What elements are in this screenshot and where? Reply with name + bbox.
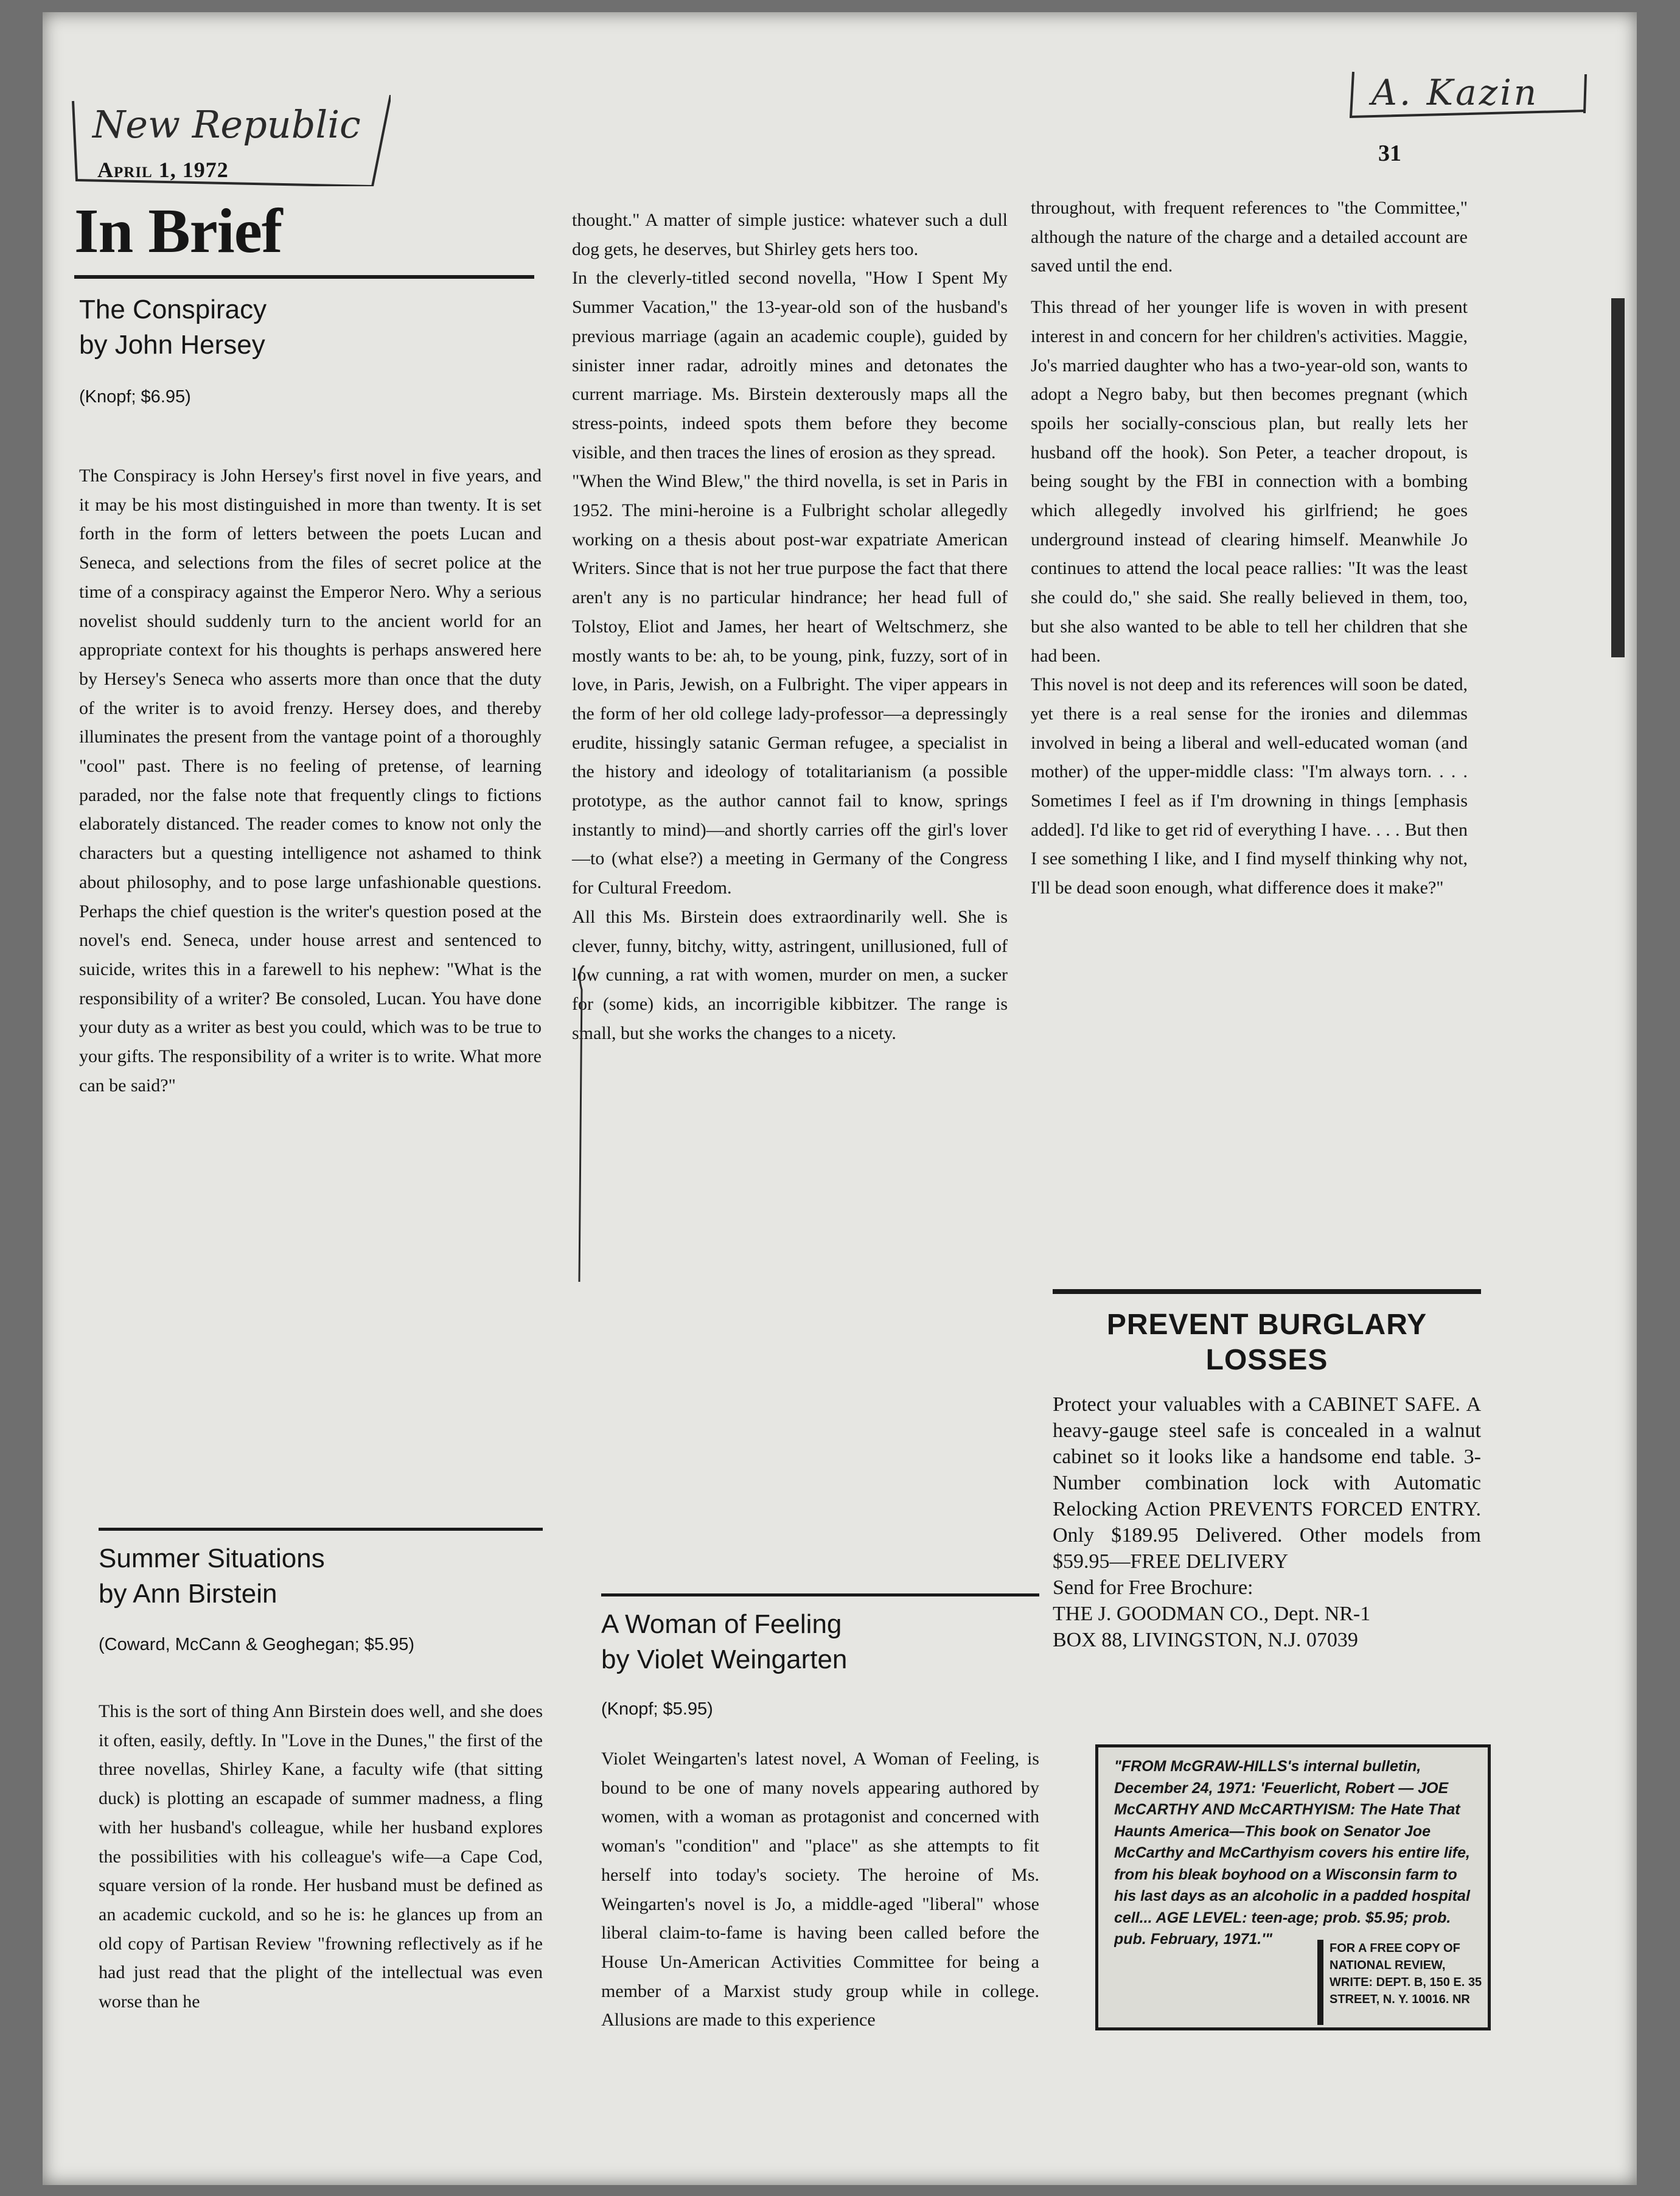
ad-cta: Send for Free Brochure: bbox=[1053, 1576, 1253, 1599]
review-body-continued bbox=[1031, 194, 1468, 903]
source-annotation-box bbox=[68, 95, 391, 186]
section-title-rule bbox=[74, 275, 534, 279]
review-paragraph: In the cleverly-titled second novella, "How I Spent My Summer Vacation," the 13-year-old son of the husband's previous marriage (again an academic couple), guided by sinister inner radar, adroitly mines and detonates the current marriage. Ms. Birstein dexterously maps all the stress-points, indeed spots them before they become visible, and then traces the lines of erosion as they spread. bbox=[572, 268, 1008, 463]
review-paragraph: throughout, with frequent references to "the Committee," although the nature of the charge and a detailed account are saved until the end. bbox=[1031, 198, 1468, 276]
ad-headline bbox=[1053, 1307, 1481, 1378]
burglary-ad bbox=[1053, 1307, 1481, 1653]
scanned-page bbox=[43, 12, 1637, 2185]
review-paragraph: This novel is not deep and its references will soon be dated, yet there is a real sense for the ironies and dilemmas involved in being a liberal and well-educated woman (and mother) of the upper-middle class: "I'm always torn. . . . Sometimes I feel as if I'm drowning in things [emphasis added]. I'd like to get rid of everything I have. . . . But then I see something I like, and I find myself thinking why not, I'll be dead soon enough, what difference does it make?" bbox=[1031, 674, 1468, 898]
ad-side-note: FOR A FREE COPY OF NATIONAL REVIEW, WRITE: DEPT. B, 150 E. 35 STREET, N. Y. 10016. NR bbox=[1317, 1940, 1484, 2025]
handwritten-author: A. Kazin bbox=[1372, 72, 1539, 113]
review-paragraph: thought." A matter of simple justice: whatever such a dull dog gets, he deserves, but Shirley gets hers too. bbox=[572, 210, 1008, 259]
review-paragraph: Violet Weingarten's latest novel, A Woman of Feeling, is bound to be one of many novels appearing authored by women, with a woman as protagonist and concerned with woman's "condition" and "place" as she attempts to fit herself into today's society. The heroine of Ms. Weingarten's novel is Jo, a middle-aged "liberal" whose liberal claim-to-fame is having been called before the House Un-American Activities Committee for being a member of a Marxist study group while in college. Allusions are made to this experience bbox=[601, 1749, 1039, 2030]
review-paragraph: All this Ms. Birstein does extraordinarily well. She is clever, funny, bitchy, witty, astringent, unillusioned, full of low cunning, a rat with women, murder on men, a sucker for (some) kids, an incorrigible kibbitzer. The range is small, but she works the changes to a nicety. bbox=[572, 906, 1008, 1043]
column-rule bbox=[601, 1593, 1039, 1596]
ad-body: Protect your valuables with a CABINET SAFE. A heavy-gauge steel safe is concealed in a walnut cabinet so it looks like a handsome end table. 3-Number combination lock with Automatic Relocking Action PREVENTS FORCED ENTRY. Only $189.95 Delivered. Other models from $59.95—FREE DELIVERY bbox=[1053, 1393, 1481, 1573]
review-paragraph: This is the sort of thing Ann Birstein does well, and she does it often, easily, deftly. In "Love in the Dunes," the first of the three novellas, Shirley Kane, a faculty wife (that sitting duck) is plotting an escapade of summer madness, a fling with her husband's colleague, while her husband explores the possibilities with his colleague's wife—a Cape Cod, square version of la ronde. Her husband must be defined as an academic cuckold, and so he is: he glances up from an old copy of Partisan Review "frowning reflectively as if he had just read that the plight of the intellectual was even worse than he bbox=[99, 1701, 543, 2012]
author-annotation-box bbox=[1350, 68, 1588, 122]
review-publisher: (Coward, McCann & Geoghegan; $5.95) bbox=[99, 1635, 415, 1654]
review-title-line2: by John Hersey bbox=[79, 330, 265, 360]
review-paragraph: This thread of her younger life is woven in with present interest in and concern for her children's activities. Maggie, Jo's married daughter who has a two-year-old son, wants to adopt a Negro baby, but then becomes pregnant (which spoils her socially-conscious plan, but really lets her husband off the hook). Son Peter, a teacher dropout, is being sought by the FBI in connection with a bombing which allegedly involved his girlfriend; he goes underground instead of clearing himself. Meanwhile Jo continues to attend the local peace rallies: "It was the least she could do," she said. She really believed in them, too, but she also wanted to be able to tell her children that she had been. bbox=[1031, 297, 1468, 666]
review-title-line2: by Ann Birstein bbox=[99, 1579, 277, 1609]
review-title-line2: by Violet Weingarten bbox=[601, 1645, 848, 1674]
review-paragraph: The Conspiracy is John Hersey's first novel in five years, and it may be his most distinguished in more than twenty. It is set forth in the form of letters between the poets Lucan and Seneca, and selections from the files of secret police at the time of a conspiracy against the Emperor Nero. Why a serious novelist should suddenly turn to the ancient world for an appropriate context for his thoughts is perhaps answered here by Hersey's Seneca who asserts more than once that the duty of the writer is to avoid frenzy. Hersey does, and thereby illuminates the present from the vantage point of a thoroughly "cool" past. There is no feeling of pretense, of learning paraded, nor the false note that frequently clings to fictions elaborately distanced. The reader comes to know not only the characters but a questing intelligence not ashamed to think about philosophy, and to pose large unfashionable questions. Perhaps the chief question is the writer's question posed at the novel's end. Seneca, under house arrest and sentenced to suicide, writes this in a farewell to his nephew: "What is the responsibility of a writer? Be consoled, Lucan. You have done your duty as a writer as best you could, which was to be true to your gifts. The responsibility of a writer is to write. What more can be said?" bbox=[79, 466, 542, 1096]
review-publisher: (Knopf; $6.95) bbox=[79, 387, 191, 407]
ad-address-line2: BOX 88, LIVINGSTON, N.J. 07039 bbox=[1053, 1629, 1358, 1651]
margin-tab-mark bbox=[1611, 298, 1625, 657]
column-rule bbox=[99, 1528, 543, 1531]
review-title-line1: The Conspiracy bbox=[79, 295, 267, 324]
margin-bracket bbox=[576, 965, 588, 1282]
review-summer-situations bbox=[99, 1541, 543, 1655]
review-title-line1: A Woman of Feeling bbox=[601, 1609, 842, 1639]
review-title-line1: Summer Situations bbox=[99, 1544, 325, 1573]
review-body-continued bbox=[572, 206, 1008, 1047]
review-woman-of-feeling bbox=[601, 1607, 1039, 1719]
ad-quote: "FROM McGRAW-HILLS's internal bulletin, December 24, 1971: 'Feuerlicht, Robert — JOE McCARTHY AND McCARTHYISM: The Hate That Haunts America—This book on Senator Joe McCarthy and McCarthyism covers his entire life, from his bleak boyhood on a Wisconsin farm to his last days as an alcoholic in a padded hospital cell... AGE LEVEL: teen-age; prob. $5.95; prob. pub. February, 1971.'" bbox=[1114, 1758, 1470, 1948]
review-body bbox=[79, 461, 542, 1100]
ad-top-rule bbox=[1053, 1289, 1481, 1294]
page-number: 31 bbox=[1378, 141, 1401, 166]
national-review-ad bbox=[1095, 1744, 1491, 2030]
review-conspiracy bbox=[79, 292, 542, 407]
issue-date: April 1, 1972 bbox=[97, 158, 229, 182]
ad-headline-line2: LOSSES bbox=[1205, 1344, 1328, 1376]
review-paragraph: "When the Wind Blew," the third novella, is set in Paris in 1952. The mini-heroine is a Fulbright scholar allegedly working on a thesis about post-war expatriate American Writers. Since that is not her true purpose the fact that there aren't any is no particular hindrance; her head full of Tolstoy, Eliot and James, her heart of Weltschmerz, she mostly wants to be: ah, to be young, pink, fuzzy, sort of in love, in Paris, Jewish, on a Fulbright. The viper appears in the form of her old college lady-professor—a depressingly erudite, hissingly satanic German refugee, a specialist in the history and ideology of totalitarianism (a possible prototype, as the author cannot fail to know, springs instantly to mind)—and shortly carries off the girl's lover—to (what else?) a meeting in Germany of the Congress for Cultural Freedom. bbox=[572, 471, 1008, 898]
ad-headline-line1: PREVENT BURGLARY bbox=[1106, 1309, 1427, 1341]
review-body bbox=[99, 1697, 543, 2016]
section-title: In Brief bbox=[74, 196, 282, 266]
review-publisher: (Knopf; $5.95) bbox=[601, 1699, 713, 1719]
handwritten-source: New Republic bbox=[92, 102, 361, 147]
ad-address-line1: THE J. GOODMAN CO., Dept. NR-1 bbox=[1053, 1603, 1371, 1625]
review-body bbox=[601, 1744, 1039, 2035]
